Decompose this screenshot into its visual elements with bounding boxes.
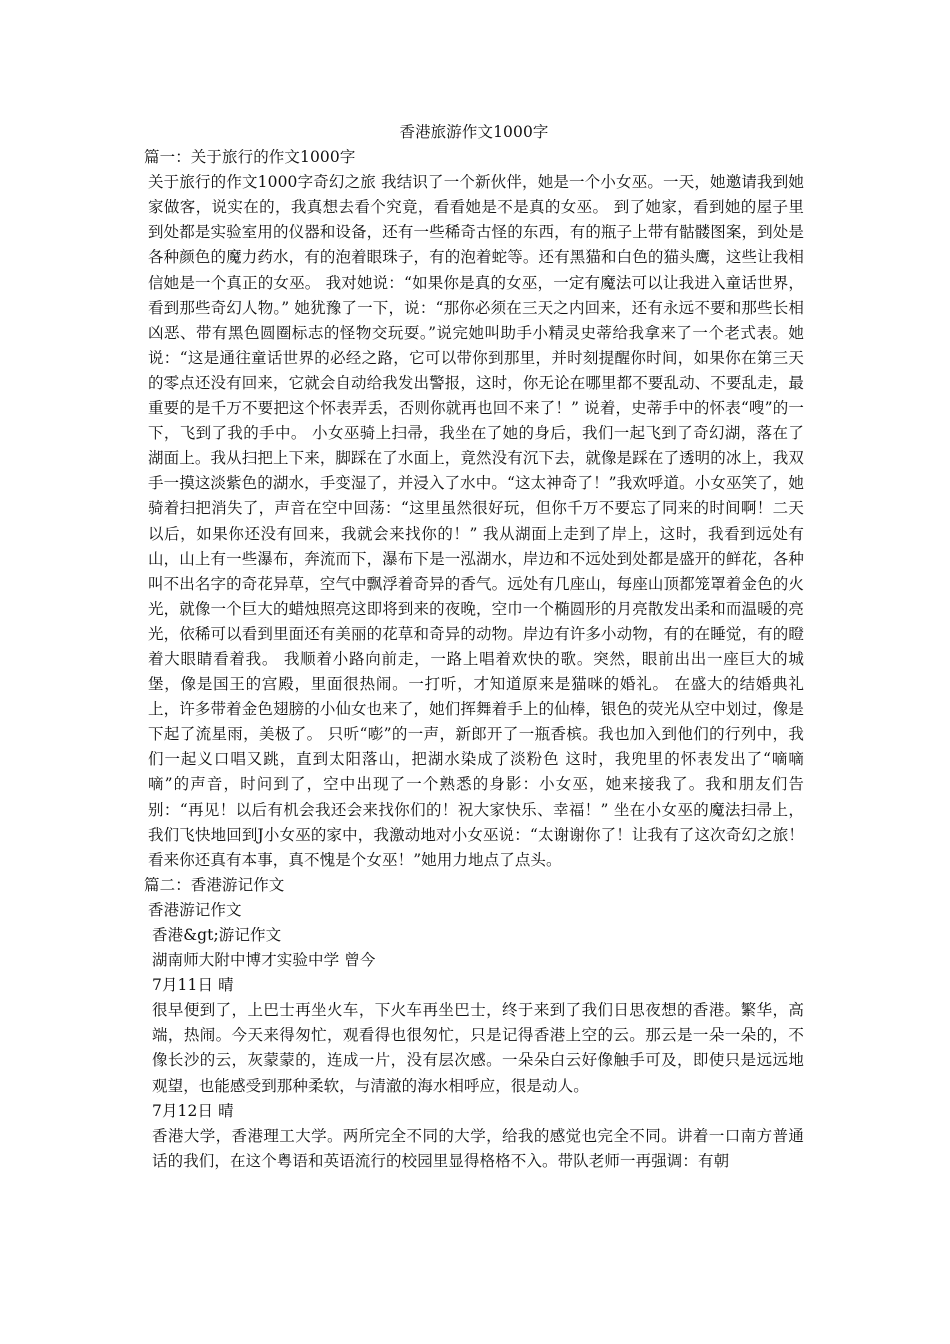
section2-paragraph-2: 香港大学，香港理工大学。两所完全不同的大学，给我的感觉也完全不同。讲着一口南方普通话的我们，在这个粤语和英语流行的校园里显得格格不入。带队老师一再强调：有朝 <box>152 1126 804 1170</box>
section2-heading: 篇二：香港游记作文 <box>144 875 285 894</box>
section2-date-2: 7月12日 晴 <box>152 1101 234 1120</box>
document-content <box>144 120 804 1174</box>
section2-subtitle: 香港游记作文 <box>148 900 242 919</box>
section1-body: 关于旅行的作文1000字奇幻之旅 我结识了一个新伙伴，她是一个小女巫。一天，她邀请我到她家做客，说实在的，我真想去看个究竟，看看她是不是真的女巫。 到了她家，看到她的屋子里到处都是实验室用的仪器和设备，还有一些稀奇古怪的东西，有的瓶子上带有骷髅图案，到处是各种颜色的魔力药水，有的泡着眼珠子，有的泡着蛇等。还有黑猫和白色的猫头鹰，这些让我相信她是一个真正的女巫。 我对她说：“如果你是真的女巫，一定有魔法可以让我进入童话世界，看到那些奇幻人物。” 她犹豫了一下，说：“那你必须在三天之内回来，还有永远不要和那些长相凶恶、带有黑色圆圈标志的怪物交玩耍。”说完她叫助手小精灵史蒂给我拿来了一个老式表。她说：“这是通往童话世界的必经之路，它可以带你到那里，并时刻提醒你时间，如果你在第三天的零点还没有回来，它就会自动给我发出警报，这时，你无论在哪里都不要乱动、不要乱走，最重要的是千万不要把这个怀表弄丢，否则你就再也回不来了！” 说着，史蒂手中的怀表“嗖”的一下，飞到了我的手中。 小女巫骑上扫帚，我坐在了她的身后，我们一起飞到了奇幻湖，落在了湖面上。我从扫把上下来，脚踩在了水面上，竟然没有沉下去，就像是踩在了透明的冰上，我双手一摸这淡紫色的湖水，手变湿了，并浸入了水中。“这太神奇了！”我欢呼道。小女巫笑了，她骑着扫把消失了，声音在空中回荡：“这里虽然很好玩，但你千万不要忘了同来的时间啊！二天以后，如果你还没有回来，我就会来找你的！” 我从湖面上走到了岸上，这时，我看到远处有山，山上有一些瀑布，奔流而下，瀑布下是一泓湖水，岸边和不远处到处都是盛开的鲜花，各种叫不出名字的奇花异草，空气中飘浮着奇异的香气。远处有几座山，每座山顶都笼罩着金色的火光，就像一个巨大的蜡烛照亮这即将到来的夜晚，空巾一个椭圆形的月亮散发出柔和而温暖的亮光，依稀可以看到里面还有美丽的花草和奇异的动物。岸边有许多小动物，有的在睡觉，有的瞪着大眼睛看着我。 我顺着小路向前走，一路上唱着欢快的歌。突然，眼前出出一座巨大的城堡，像是国王的宫殿，里面很热闹。一打听，才知道原来是猫咪的婚礼。 在盛大的结婚典礼上，许多带着金色翅膀的小仙女也来了，她们挥舞着手上的仙棒，银色的荧光从空中划过，像是下起了流星雨，美极了。 只听“嘭”的一声，新郎开了一瓶香槟。我也加入到他们的行列中，我们一起义口唱又跳，直到太阳落山，把湖水染成了淡粉色 这时，我兜里的怀表发出了“嘀嘀嘀”的声音，时问到了，空中出现了一个熟悉的身影：小女巫，她来接我了。我和朋友们告别：“再见！以后有机会我还会来找你们的！祝大家快乐、幸福！” 坐在小女巫的魔法扫帚上，我们飞快地回到J小女巫的家中，我激动地对小女巫说：“太谢谢你了！让我有了这次奇幻之旅！看来你还真有本事，真不愧是个女巫！”她用力地点了点头。 <box>148 173 804 869</box>
section2-date-1: 7月11日 晴 <box>152 976 234 995</box>
section2-paragraph-1: 很早便到了，上巴士再坐火车，下火车再坐巴士，终于来到了我们日思夜想的香港。繁华，高端，热闹。今天来得匆忙，观看得也很匆忙，只是记得香港上空的云。那云是一朵一朵的，不像长沙的云，灰蒙蒙的，连成一片，没有层次感。一朵朵白云好像触手可及，即使只是远远地观望，也能感受到那种柔软，与清澈的海水相呼应，很是动人。 <box>152 1001 804 1095</box>
section2-category: 香港&gt;游记作文 <box>152 926 282 944</box>
section1-heading: 篇一：关于旅行的作文1000字 <box>144 148 356 167</box>
section2-author: 湖南师大附中博才实验中学 曾今 <box>152 951 376 970</box>
document-title: 香港旅游作文1000字 <box>399 123 549 141</box>
